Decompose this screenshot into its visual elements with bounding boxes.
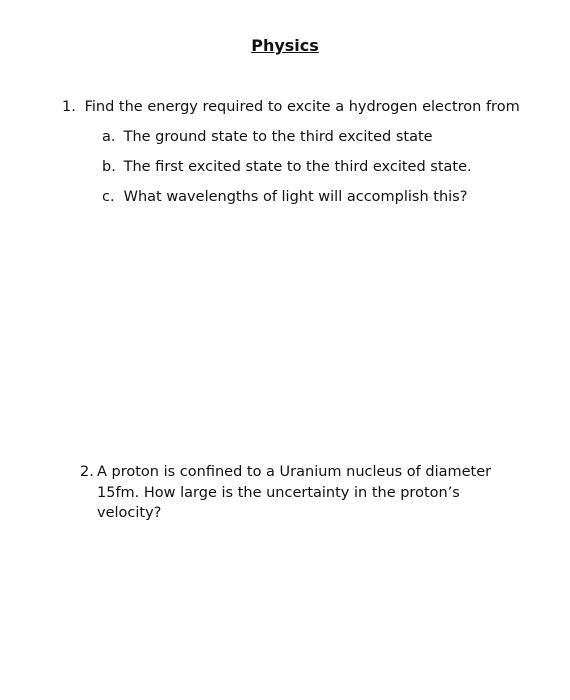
part-a-text: The ground state to the third excited state	[123, 129, 433, 145]
question-1-text: Find the energy required to excite a hydrogen electron from	[84, 99, 520, 115]
list-item	[102, 187, 522, 217]
page-title: Physics	[251, 36, 319, 55]
list-item	[102, 127, 522, 157]
question-1	[62, 97, 532, 117]
question-1-parts	[102, 127, 522, 217]
question-2-text: A proton is confined to a Uranium nucleus of diameter 15fm. How large is the uncertainty in the proton’s velocity?	[97, 464, 492, 521]
question-2-number: 2.	[80, 464, 94, 480]
question-1-number: 1.	[62, 99, 76, 115]
part-c-letter: c.	[102, 189, 115, 205]
question-2	[80, 462, 500, 524]
part-c-text: What wavelengths of light will accomplish this?	[123, 189, 468, 205]
part-b-text: The first excited state to the third excited state.	[123, 159, 472, 175]
list-item	[102, 157, 522, 187]
part-b-letter: b.	[102, 159, 116, 175]
part-a-letter: a.	[102, 129, 116, 145]
